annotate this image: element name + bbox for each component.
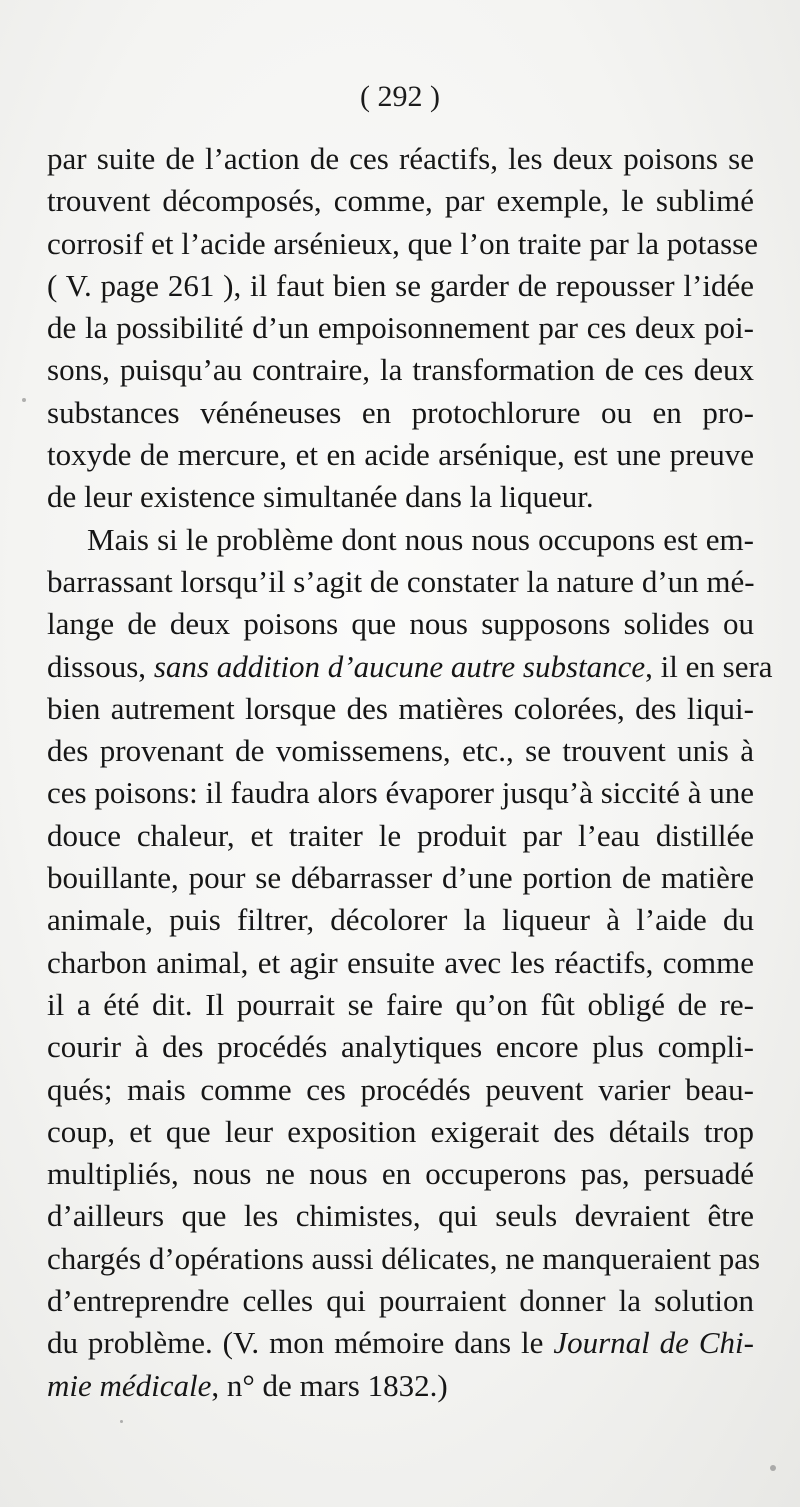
italic-title: mie médicale xyxy=(47,1367,212,1403)
text-line: barrassant lorsqu’il s’agit de constater la nature d’un mé- xyxy=(47,563,755,599)
text-line: qués; mais comme ces procédés peuvent varier beau- xyxy=(47,1071,754,1107)
text-run: dissous, xyxy=(47,648,154,684)
italic-title: Journal de Chi- xyxy=(553,1325,754,1361)
page-number: ( 292 ) xyxy=(360,80,440,113)
paper-speck xyxy=(22,398,26,402)
text-line: corrosif et l’acide arsénieux, que l’on traite par la potasse xyxy=(47,225,758,261)
text-line: trouvent décomposés, comme, par exemple, le sublimé xyxy=(47,183,754,219)
body-text xyxy=(47,138,773,1407)
text-line: lange de deux poisons que nous supposons solides ou xyxy=(47,606,754,642)
text-line: Mais si le problème dont nous nous occupons est em- xyxy=(87,521,754,557)
text-line: de la possibilité d’un empoisonnement par ces deux poi- xyxy=(47,310,754,346)
text-line: coup, et que leur exposition exigerait des détails trop xyxy=(47,1113,754,1149)
text-line: substances vénéneuses en protochlorure ou en pro- xyxy=(47,394,754,430)
text-line-with-italic xyxy=(47,646,773,688)
text-line: animale, puis filtrer, décolorer la liqueur à l’aide du xyxy=(47,902,754,938)
text-line: bien autrement lorsque des matières colorées, des liqui- xyxy=(47,690,754,726)
text-line: charbon animal, et agir ensuite avec les réactifs, comme xyxy=(47,944,754,980)
text-line: par suite de l’action de ces réactifs, les deux poisons se xyxy=(47,141,754,176)
text-line: d’ailleurs que les chimistes, qui seuls devraient être xyxy=(47,1198,754,1234)
italic-phrase: sans addition d’aucune autre substance xyxy=(153,648,646,684)
text-line: toxyde de mercure, et en acide arsénique, est une preuve xyxy=(47,437,754,473)
paper-speck xyxy=(120,1420,123,1423)
paragraph-1 xyxy=(47,138,758,519)
text-line: ces poisons: il faudra alors évaporer jusqu’à siccité à une xyxy=(47,775,754,811)
paper-speck xyxy=(770,1465,776,1471)
text-line: chargés d’opérations aussi délicates, ne manqueraient pas xyxy=(47,1240,761,1276)
text-run: , n° de mars 1832.) xyxy=(211,1367,448,1403)
text-line: multipliés, nous ne nous en occuperons pas, persuadé xyxy=(47,1156,754,1192)
text-line: bouillante, pour se débarrasser d’une portion de matière xyxy=(47,860,754,896)
text-line: il a été dit. Il pourrait se faire qu’on fût obligé de re- xyxy=(47,986,754,1022)
text-line-with-italic xyxy=(47,1365,754,1407)
text-line: sons, puisqu’au contraire, la transformation de ces deux xyxy=(47,352,754,388)
text-line: ( V. page 261 ), il faut bien se garder de repousser l’idée xyxy=(47,267,754,303)
text-line: d’entreprendre celles qui pourraient donner la solution xyxy=(47,1283,754,1319)
text-line: des provenant de vomissemens, etc., se trouvent unis à xyxy=(47,733,754,769)
text-line: courir à des procédés analytiques encore plus compli- xyxy=(47,1029,754,1065)
text-line-with-italic xyxy=(47,1322,754,1364)
text-run: , il en sera xyxy=(645,648,773,684)
text-line: de leur existence simultanée dans la liqueur. xyxy=(47,479,594,515)
paragraph-2 xyxy=(47,519,773,1407)
text-run: du problème. (V. mon mémoire dans le xyxy=(47,1325,554,1361)
text-line: douce chaleur, et traiter le produit par l’eau distillée xyxy=(47,817,754,853)
